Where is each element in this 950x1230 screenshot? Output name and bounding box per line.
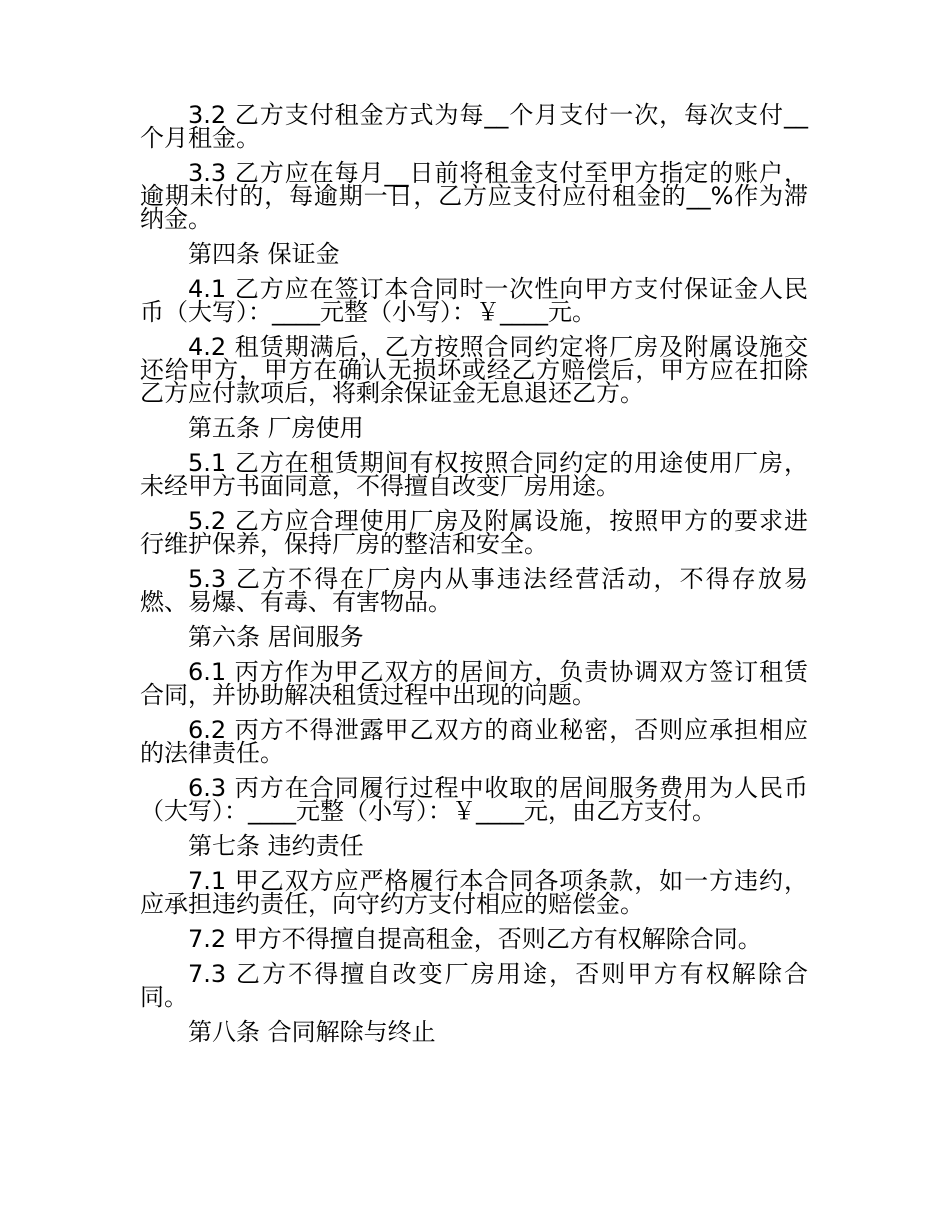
clause-5-3: 5.3 乙方不得在厂房内从事违法经营活动，不得存放易燃、易爆、有毒、有害物品。 [140,565,808,616]
section-heading-5: 第五条 厂房使用 [188,414,364,442]
document-body [140,101,808,1056]
clause-6-1: 6.1 丙方作为甲乙双方的居间方，负责协调双方签订租赁合同，并协助解决租赁过程中出现的问题。 [140,658,808,709]
clause-5-1: 5.1 乙方在租赁期间有权按照合同约定的用途使用厂房，未经甲方书面同意，不得擅自改变厂房用途。 [140,449,808,500]
clause-4-2: 4.2 租赁期满后，乙方按照合同约定将厂房及附属设施交还给甲方，甲方在确认无损坏或经乙方赔偿后，甲方应在扣除乙方应付款项后，将剩余保证金无息退还乙方。 [140,333,808,407]
clause-7-2: 7.2 甲方不得擅自提高租金，否则乙方有权解除合同。 [188,925,762,953]
clause-7-3: 7.3 乙方不得擅自改变厂房用途，否则甲方有权解除合同。 [140,960,808,1011]
clause-3-2: 3.2 乙方支付租金方式为每__个月支付一次，每次支付__个月租金。 [140,101,808,152]
clause-5-2: 5.2 乙方应合理使用厂房及附属设施，按照甲方的要求进行维护保养，保持厂房的整洁和安全。 [140,507,808,558]
clause-6-2: 6.2 丙方不得泄露甲乙双方的商业秘密，否则应承担相应的法律责任。 [140,716,808,767]
clause-6-3: 6.3 丙方在合同履行过程中收取的居间服务费用为人民币（大写）：____元整（小写）：￥____元，由乙方支付。 [140,774,808,825]
clause-4-1: 4.1 乙方应在签订本合同时一次性向甲方支付保证金人民币（大写）：____元整（小写）：￥____元。 [140,275,808,326]
clause-3-3: 3.3 乙方应在每月__日前将租金支付至甲方指定的账户，逾期未付的，每逾期一日，乙方应支付应付租金的__%作为滞纳金。 [140,159,808,233]
section-heading-7: 第七条 违约责任 [188,832,364,860]
clause-7-1: 7.1 甲乙双方应严格履行本合同各项条款，如一方违约，应承担违约责任，向守约方支付相应的赔偿金。 [140,867,808,918]
section-heading-6: 第六条 居间服务 [188,623,364,651]
section-heading-8: 第八条 合同解除与终止 [188,1018,436,1046]
section-heading-4: 第四条 保证金 [188,240,340,268]
